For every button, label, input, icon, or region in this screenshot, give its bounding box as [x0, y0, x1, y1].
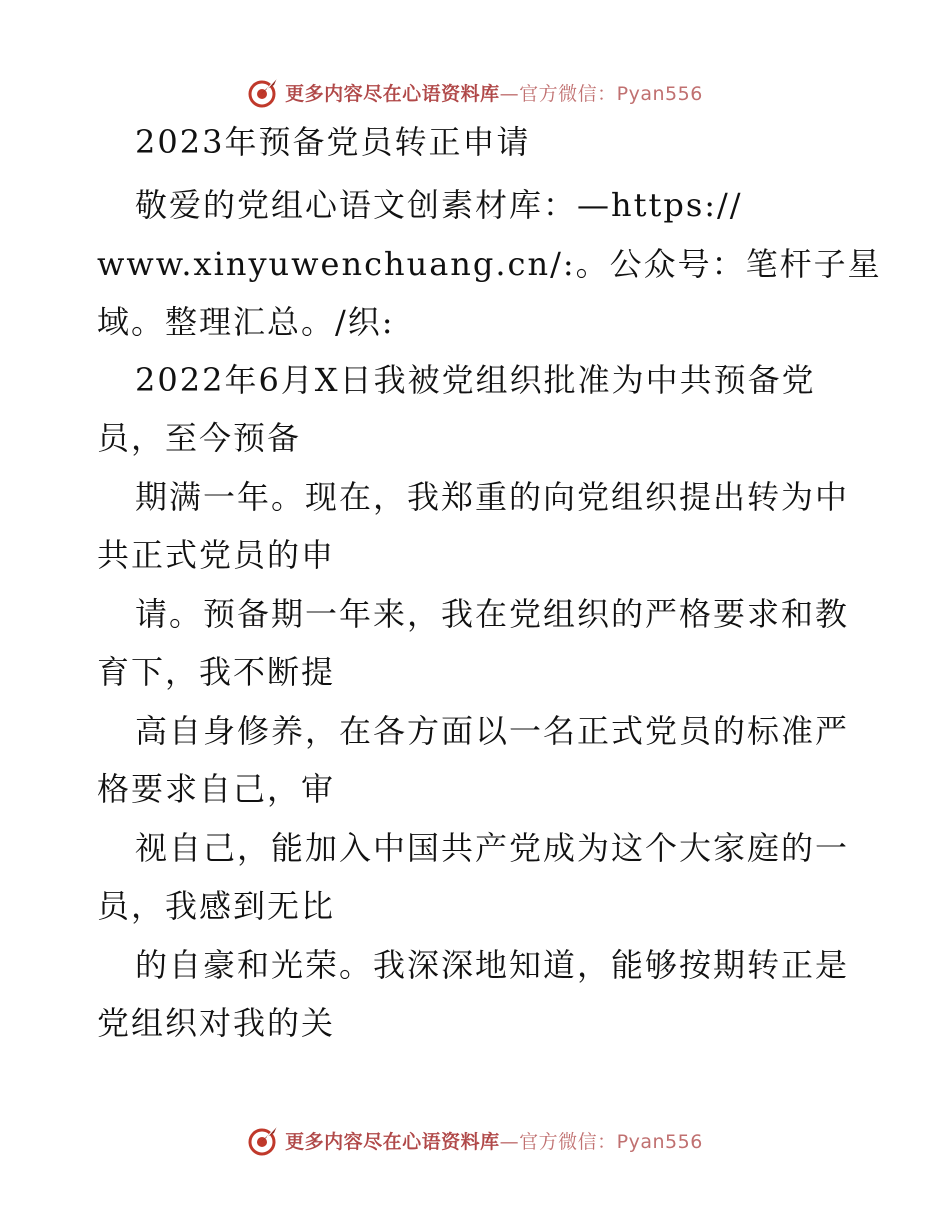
text-line: 员，至今预备: [97, 419, 302, 457]
text-line: 请。预备期一年来，我在党组织的严格要求和教: [135, 595, 850, 633]
text-line: 的自豪和光荣。我深深地知道，能够按期转正是: [135, 946, 850, 984]
text-line: 育下，我不断提: [97, 653, 336, 691]
banner-lead-text: 更多内容尽在心语资料库: [285, 82, 500, 105]
text-line: 高自身修养，在各方面以一名正式党员的标准严: [135, 712, 850, 750]
text-line: 员，我感到无比: [97, 887, 336, 925]
header-banner: [0, 70, 950, 114]
text-line: 域。整理汇总。/织:: [97, 303, 395, 341]
banner-contact-text: —官方微信：Pyan556: [499, 82, 703, 105]
text-line: 格要求自己，审: [97, 770, 336, 808]
banner-text: [285, 1127, 703, 1154]
text-line: 2022年6月X日我被党组织批准为中共预备党: [135, 361, 816, 399]
text-line: 期满一年。现在，我郑重的向党组织提出转为中: [135, 478, 850, 516]
document-title: 2023年预备党员转正申请: [135, 123, 531, 161]
quill-logo-icon: [247, 75, 281, 109]
text-line: 党组织对我的关: [97, 1004, 336, 1042]
quill-logo-icon: [247, 1123, 281, 1157]
banner-text: [285, 79, 703, 106]
footer-banner: [0, 1118, 950, 1162]
text-line: 视自己，能加入中国共产党成为这个大家庭的一: [135, 829, 850, 867]
banner-lead-text: 更多内容尽在心语资料库: [285, 1130, 500, 1153]
text-line: www.xinyuwenchuang.cn/:。公众号：笔杆子星: [97, 245, 882, 283]
salutation-line: 敬爱的党组心语文创素材库：—https://: [135, 186, 743, 224]
banner-contact-text: —官方微信：Pyan556: [499, 1130, 703, 1153]
text-line: 共正式党员的申: [97, 536, 336, 574]
